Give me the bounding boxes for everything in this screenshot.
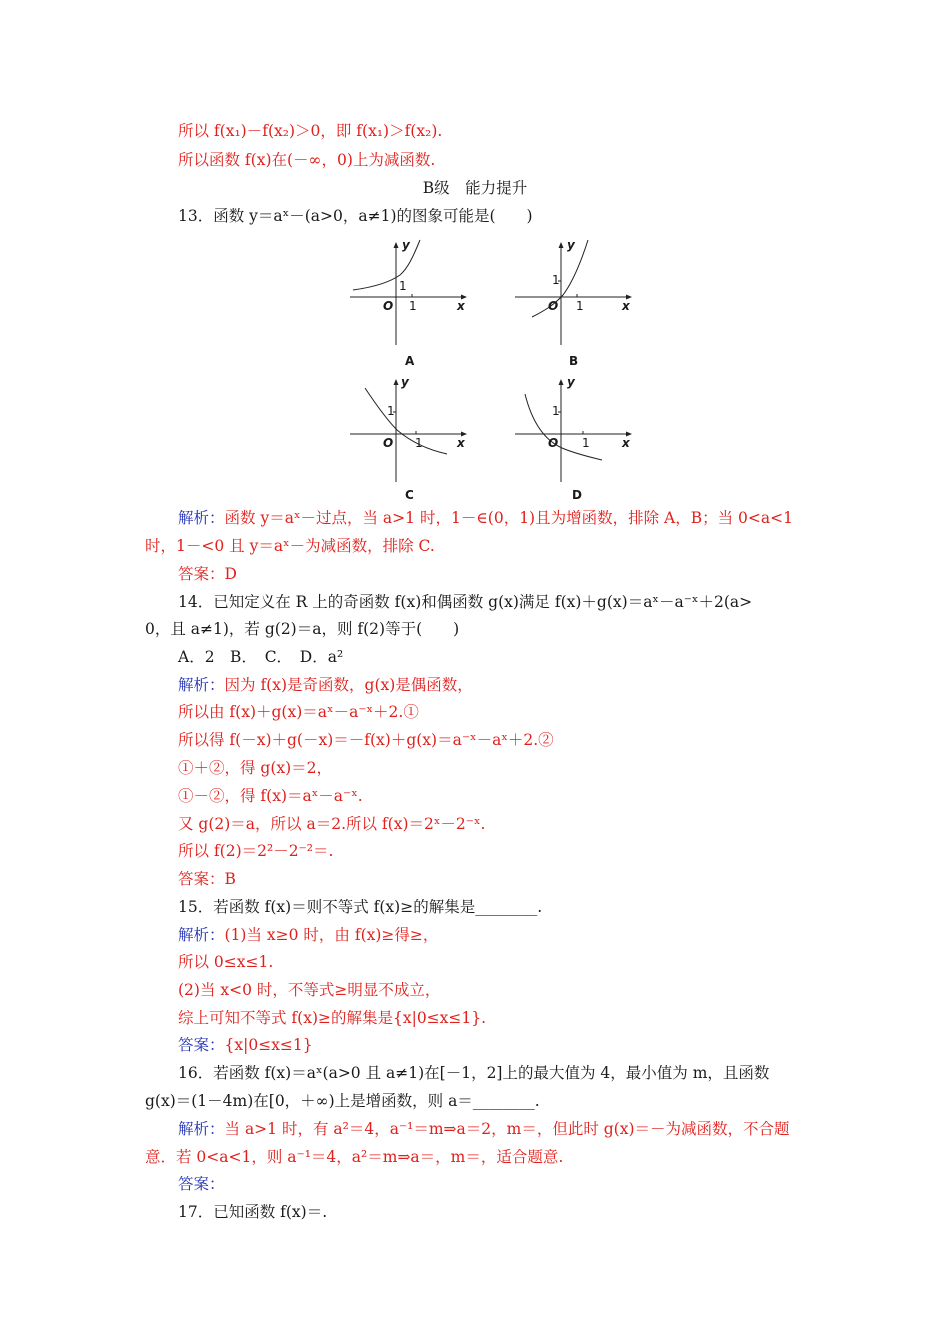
q15-answer-label: 答案： xyxy=(178,1036,225,1054)
graph-d-caption: D xyxy=(572,488,582,502)
question-16-line-1: 16．若函数 f(x)＝aˣ(a>0 且 a≠1)在[－1，2]上的最大值为 4，最小值为 m，且函数 xyxy=(178,1064,770,1082)
q14-solution-label: 解析： xyxy=(178,676,225,694)
q13-answer: 答案：D xyxy=(178,565,237,583)
graph-d-y-label: y xyxy=(567,375,575,389)
q16-solution-label: 解析： xyxy=(178,1120,225,1138)
graph-c xyxy=(345,372,475,487)
q15-solution-line-3: (2)当 x<0 时，不等式≥明显不成立， xyxy=(178,981,441,999)
graph-d-x-label: x xyxy=(622,436,630,450)
q14-solution-line-2: 所以由 f(x)＋g(x)＝aˣ－a⁻ˣ＋2.① xyxy=(178,703,419,721)
graph-c-x-label: x xyxy=(457,436,465,450)
q14-solution-line-3: 所以得 f(－x)＋g(－x)＝－f(x)＋g(x)＝a⁻ˣ－aˣ＋2.② xyxy=(178,731,554,749)
question-15: 15．若函数 f(x)＝则不等式 f(x)≥的解集是________. xyxy=(178,898,543,916)
graph-a-origin: O xyxy=(383,299,394,313)
question-16-line-2: g(x)＝(1－4m)在[0，＋∞)上是增函数，则 a＝________. xyxy=(145,1092,540,1110)
q14-solution-line-6: 又 g(2)＝a，所以 a＝2.所以 f(x)＝2ˣ－2⁻ˣ. xyxy=(178,815,486,833)
proof-line-2: 所以函数 f(x)在(－∞，0)上为减函数. xyxy=(178,151,436,169)
question-17: 17．已知函数 f(x)＝. xyxy=(178,1203,328,1221)
section-heading: B级 能力提升 xyxy=(422,179,528,197)
q15-solution-line-4: 综上可知不等式 f(x)≥的解集是{x|0≤x≤1}. xyxy=(178,1009,487,1027)
q15-solution-label: 解析： xyxy=(178,926,225,944)
q14-solution-line-4: ①＋②，得 g(x)＝2， xyxy=(178,759,333,777)
q13-solution-line-1: 解析：函数 y＝aˣ－过点，当 a>1 时，1－∈(0，1)且为增函数，排除 A，B；当 0<a<1 xyxy=(178,509,793,527)
graph-c-caption: C xyxy=(405,488,414,502)
graph-a-x-label: x xyxy=(457,299,465,313)
graph-b xyxy=(510,235,640,350)
question-14-options: A．2 B． C． D．a² xyxy=(178,648,344,666)
graph-a xyxy=(345,235,475,350)
graph-a-x-tick: 1 xyxy=(409,299,417,313)
q15-answer-value: {x|0≤x≤1} xyxy=(224,1036,313,1054)
q15-answer xyxy=(178,1035,313,1055)
graph-a-y-label: y xyxy=(402,238,410,252)
q14-answer: 答案：B xyxy=(178,870,236,888)
q14-solution-line-7: 所以 f(2)＝2²－2⁻²＝. xyxy=(178,842,334,860)
q13-solution-label: 解析： xyxy=(178,509,225,527)
q14-solution-line-5: ①－②，得 f(x)＝aˣ－a⁻ˣ. xyxy=(178,787,363,805)
graph-c-y-tick: 1 xyxy=(387,404,395,418)
q16-answer: 答案： xyxy=(178,1175,225,1193)
graph-b-y-label: y xyxy=(567,238,575,252)
graph-d-y-tick: 1 xyxy=(552,404,560,418)
q14-solution-line-1: 解析：因为 f(x)是奇函数，g(x)是偶函数， xyxy=(178,676,473,694)
question-14-line-2: 0，且 a≠1)，若 g(2)＝a，则 f(2)等于( ) xyxy=(145,620,460,638)
graph-d-origin: O xyxy=(548,436,559,450)
graph-c-origin: O xyxy=(383,436,394,450)
graph-a-y-tick: 1 xyxy=(399,279,407,293)
graph-b-origin: O xyxy=(548,299,559,313)
graph-b-x-label: x xyxy=(622,299,630,313)
question-13: 13．函数 y＝aˣ－(a>0，a≠1)的图象可能是( ) xyxy=(178,207,533,225)
q15-solution-line-1: 解析：(1)当 x≥0 时，由 f(x)≥得≥， xyxy=(178,926,439,944)
graph-d-x-tick: 1 xyxy=(582,436,590,450)
graph-b-x-tick: 1 xyxy=(576,299,584,313)
proof-line-1: 所以 f(x₁)－f(x₂)＞0，即 f(x₁)＞f(x₂). xyxy=(178,122,443,140)
graph-d xyxy=(510,372,640,487)
q16-solution-line-2: 意．若 0<a<1，则 a⁻¹＝4，a²＝m⇒a＝，m＝，适合题意. xyxy=(145,1148,564,1166)
q13-solution-line-2: 时，1－<0 且 y＝aˣ－为减函数，排除 C. xyxy=(145,537,435,555)
q15-solution-line-2: 所以 0≤x≤1. xyxy=(178,953,274,971)
graph-c-y-label: y xyxy=(401,375,409,389)
graph-b-y-tick: 1 xyxy=(552,273,560,287)
graph-c-x-tick: 1 xyxy=(415,436,423,450)
question-14-line-1: 14．已知定义在 R 上的奇函数 f(x)和偶函数 g(x)满足 f(x)＋g(x)＝aˣ－a⁻ˣ＋2(a> xyxy=(178,593,753,611)
graph-a-caption: A xyxy=(405,354,415,368)
q16-solution-line-1: 解析：当 a>1 时，有 a²＝4，a⁻¹＝m⇒a＝2，m＝，但此时 g(x)＝－为减函数，不合题 xyxy=(178,1120,790,1138)
graph-b-caption: B xyxy=(569,354,579,368)
